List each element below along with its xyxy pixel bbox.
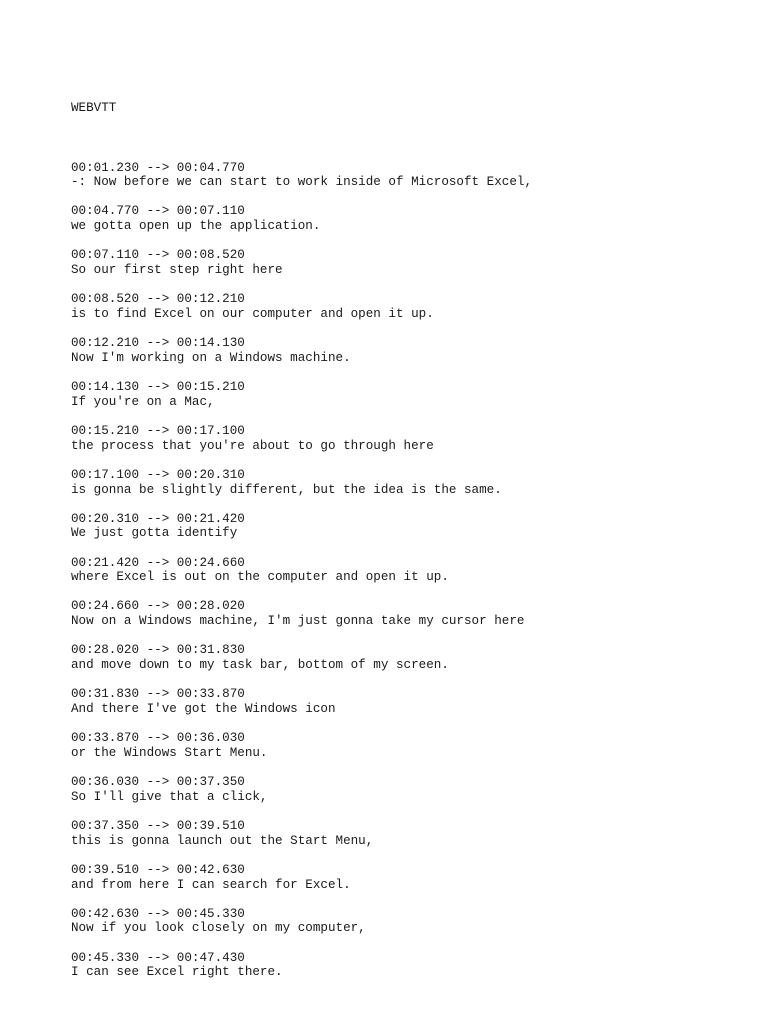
- cue-timestamp: 00:39.510 --> 00:42.630: [71, 862, 245, 877]
- cue-text: Now I'm working on a Windows machine.: [71, 350, 351, 365]
- cue-block: [71, 424, 768, 454]
- cue-text: -: Now before we can start to work inside of Microsoft Excel,: [71, 175, 533, 190]
- cue-text: and move down to my task bar, bottom of my screen.: [71, 658, 449, 673]
- cue-timestamp: 00:20.310 --> 00:21.420: [71, 511, 245, 526]
- cue-timestamp: 00:24.660 --> 00:28.020: [71, 599, 245, 614]
- document-page: [71, 71, 768, 1009]
- cue-timestamp: 00:31.830 --> 00:33.870: [71, 687, 245, 702]
- cue-text: I can see Excel right there.: [71, 965, 283, 980]
- cue-timestamp: 00:12.210 --> 00:14.130: [71, 336, 245, 351]
- cue-block: [71, 731, 768, 761]
- cue-text: So our first step right here: [71, 263, 283, 278]
- cue-timestamp: 00:21.420 --> 00:24.660: [71, 555, 245, 570]
- cue-timestamp: 00:28.020 --> 00:31.830: [71, 643, 245, 658]
- cue-timestamp: 00:17.100 --> 00:20.310: [71, 467, 245, 482]
- cue-text: the process that you're about to go through here: [71, 438, 434, 453]
- cue-timestamp: 00:36.030 --> 00:37.350: [71, 774, 245, 789]
- cue-text: We just gotta identify: [71, 526, 238, 541]
- cue-text: or the Windows Start Menu.: [71, 745, 268, 760]
- cue-block: [71, 775, 768, 805]
- cue-block: [71, 248, 768, 278]
- cue-block: [71, 204, 768, 234]
- cue-timestamp: 00:14.130 --> 00:15.210: [71, 379, 245, 394]
- cue-block: [71, 336, 768, 366]
- cue-block: [71, 161, 768, 191]
- cue-block: [71, 951, 768, 981]
- cue-timestamp: 00:07.110 --> 00:08.520: [71, 248, 245, 263]
- cue-text: we gotta open up the application.: [71, 219, 321, 234]
- cue-text: is to find Excel on our computer and open it up.: [71, 306, 434, 321]
- cue-block: [71, 819, 768, 849]
- cue-block: [71, 292, 768, 322]
- cue-timestamp: 00:42.630 --> 00:45.330: [71, 906, 245, 921]
- cue-text: Now if you look closely on my computer,: [71, 921, 366, 936]
- cue-timestamp: 00:01.230 --> 00:04.770: [71, 160, 245, 175]
- cue-block: [71, 687, 768, 717]
- cue-text: Now on a Windows machine, I'm just gonna take my cursor here: [71, 614, 525, 629]
- cue-text: where Excel is out on the computer and open it up.: [71, 570, 449, 585]
- cue-block: [71, 468, 768, 498]
- cue-timestamp: 00:33.870 --> 00:36.030: [71, 731, 245, 746]
- cue-text: and from here I can search for Excel.: [71, 877, 351, 892]
- cue-text: this is gonna launch out the Start Menu,: [71, 833, 374, 848]
- cue-text: So I'll give that a click,: [71, 789, 268, 804]
- cue-block: [71, 512, 768, 542]
- cue-block: [71, 556, 768, 586]
- document-header: WEBVTT: [71, 101, 117, 115]
- cue-timestamp: 00:45.330 --> 00:47.430: [71, 950, 245, 965]
- cue-text: If you're on a Mac,: [71, 394, 215, 409]
- cue-text: And there I've got the Windows icon: [71, 701, 336, 716]
- cue-timestamp: 00:08.520 --> 00:12.210: [71, 292, 245, 307]
- cue-block: [71, 380, 768, 410]
- cue-block: [71, 863, 768, 893]
- cue-list: [71, 161, 768, 981]
- cue-block: [71, 907, 768, 937]
- cue-timestamp: 00:37.350 --> 00:39.510: [71, 818, 245, 833]
- cue-block: [71, 599, 768, 629]
- cue-text: is gonna be slightly different, but the idea is the same.: [71, 482, 502, 497]
- cue-block: [71, 643, 768, 673]
- cue-timestamp: 00:15.210 --> 00:17.100: [71, 423, 245, 438]
- cue-timestamp: 00:04.770 --> 00:07.110: [71, 204, 245, 219]
